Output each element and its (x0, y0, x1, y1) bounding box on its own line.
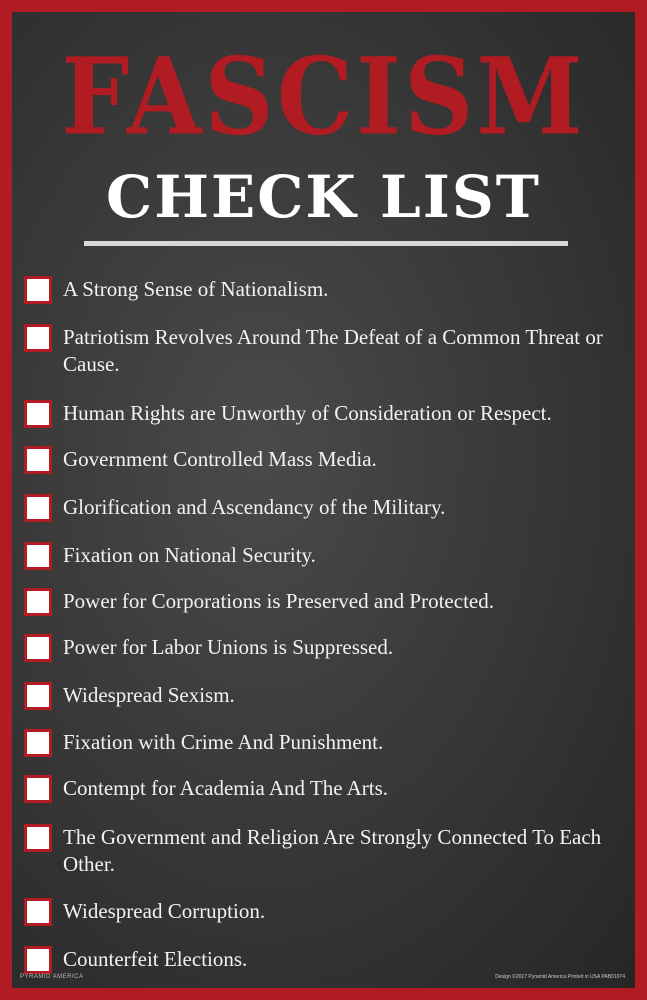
checkbox[interactable] (24, 729, 52, 757)
checklist-item-label: Human Rights are Unworthy of Consideration or Respect. (63, 401, 552, 425)
checkbox[interactable] (24, 588, 52, 616)
checklist-item-label: Widespread Sexism. (63, 683, 235, 707)
checkbox[interactable] (24, 324, 52, 352)
checkbox[interactable] (24, 775, 52, 803)
poster-title: FASCISM (61, 34, 586, 159)
checkbox[interactable] (24, 494, 52, 522)
poster-subtitle: CHECK LIST (106, 163, 541, 231)
checkbox[interactable] (24, 946, 52, 974)
checkbox[interactable] (24, 682, 52, 710)
checkbox[interactable] (24, 634, 52, 662)
checklist-item-label: Government Controlled Mass Media. (63, 447, 377, 471)
checklist-item-label: Widespread Corruption. (63, 899, 266, 923)
checkbox[interactable] (24, 276, 52, 304)
checkbox[interactable] (24, 824, 52, 852)
checkbox[interactable] (24, 446, 52, 474)
publisher-logo: PYRAMID AMERICA (20, 974, 84, 980)
checklist-item-label: Fixation on National Security. (63, 543, 316, 567)
checkbox[interactable] (24, 898, 52, 926)
checkbox[interactable] (24, 542, 52, 570)
checklist-item-label: Power for Labor Unions is Suppressed. (63, 635, 394, 659)
checklist-item-label: Glorification and Ascendancy of the Military. (63, 495, 446, 519)
checklist-item-label: Power for Corporations is Preserved and Protected. (63, 589, 494, 613)
checklist-item-label: Fixation with Crime And Punishment. (63, 730, 384, 754)
copyright-credit: Design ©2017 Pyramid America Printed in USA PAB01074 (495, 974, 625, 980)
checklist-item-label: Patriotism Revolves Around The Defeat of a Common Threat or Cause. (63, 325, 603, 376)
checklist-item-label: Contempt for Academia And The Arts. (63, 776, 389, 800)
checkbox[interactable] (24, 400, 52, 428)
poster (12, 12, 635, 988)
title-divider (84, 241, 568, 246)
checklist-item-label: Counterfeit Elections. (63, 947, 248, 971)
checklist-item-label: The Government and Religion Are Strongly Connected To Each Other. (63, 825, 602, 876)
checklist-item-label: A Strong Sense of Nationalism. (63, 277, 329, 301)
